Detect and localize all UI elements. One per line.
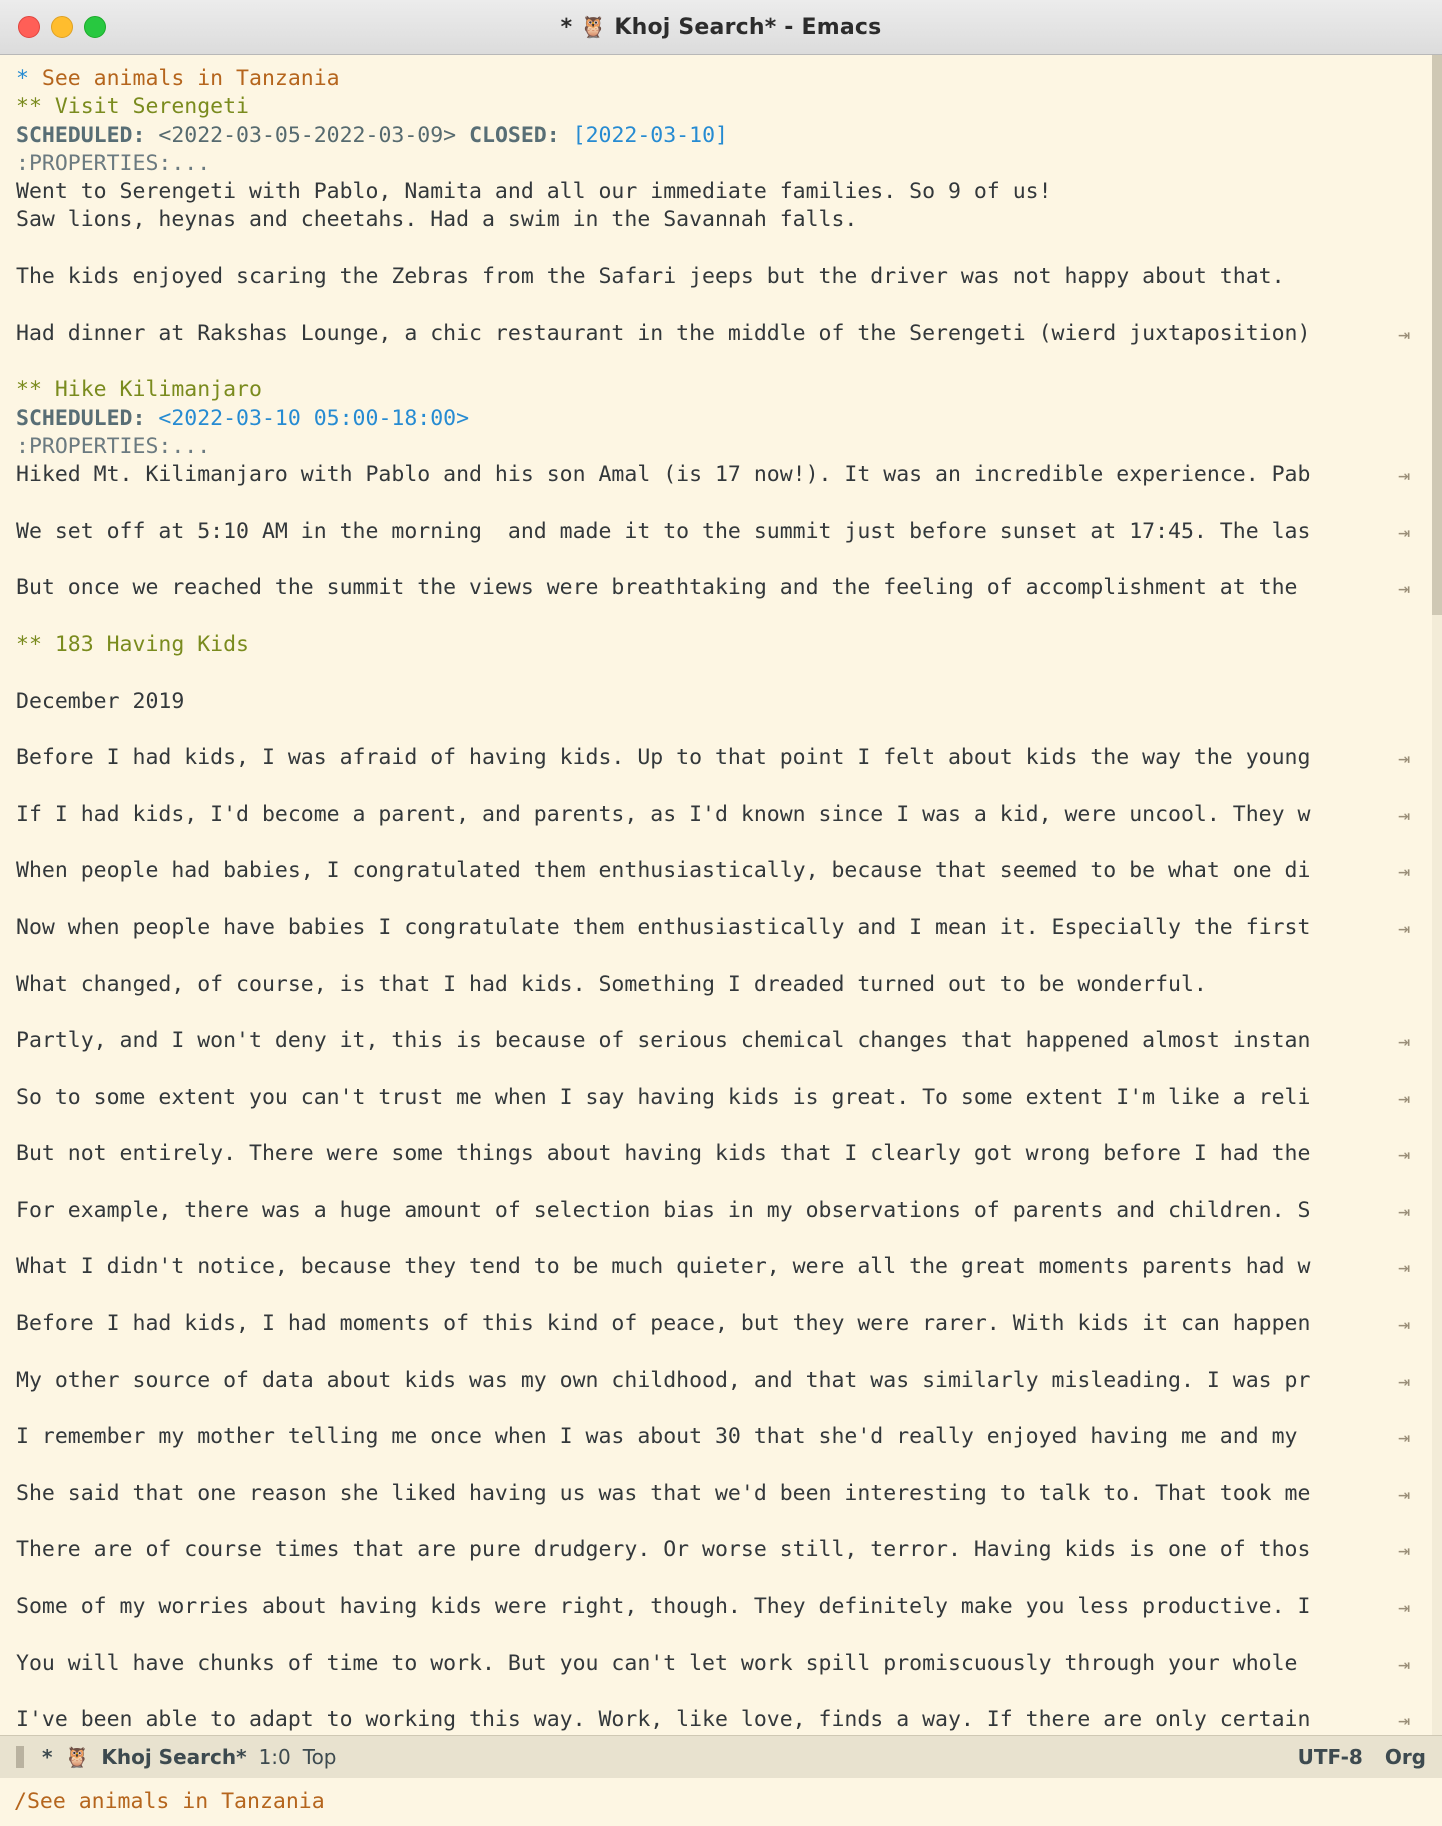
buffer-text-line bbox=[16, 1593, 1412, 1621]
maximize-window-button[interactable] bbox=[84, 16, 106, 38]
buffer-text-line bbox=[16, 971, 1412, 999]
mode-line-position: 1:0 bbox=[258, 1744, 291, 1769]
buffer-text-line bbox=[16, 206, 1412, 234]
org-heading-level1[interactable] bbox=[16, 65, 1412, 93]
line-text: So to some extent you can't trust me when I say having kids is great. To some extent I'm like a reli bbox=[16, 1084, 1311, 1110]
blank-line bbox=[16, 235, 1412, 263]
line-text: I remember my mother telling me once when I was about 30 that she'd really enjoyed having me and my bbox=[16, 1424, 1311, 1450]
line-truncation-icon: ⇥ bbox=[1397, 321, 1410, 346]
org-properties-drawer[interactable] bbox=[16, 150, 1412, 178]
line-text: Had dinner at Rakshas Lounge, a chic restaurant in the middle of the Serengeti (wierd juxtaposition) bbox=[16, 320, 1311, 346]
blank-line bbox=[16, 772, 1412, 800]
buffer-text-line bbox=[16, 1084, 1412, 1112]
line-text: What I didn't notice, because they tend to be much quieter, were all the great moments parents had w bbox=[16, 1254, 1311, 1280]
buffer-lines bbox=[0, 65, 1442, 1735]
blank-line bbox=[16, 1169, 1412, 1197]
line-text: You will have chunks of time to work. But you can't let work spill promiscuously through your whole bbox=[16, 1650, 1311, 1676]
line-truncation-icon: ⇥ bbox=[1397, 463, 1410, 488]
line-text: For example, there was a huge amount of selection bias in my observations of parents and children. S bbox=[16, 1197, 1311, 1223]
line-truncation-icon: ⇥ bbox=[1397, 1368, 1410, 1393]
line-truncation-icon: ⇥ bbox=[1397, 746, 1410, 771]
blank-line bbox=[16, 1508, 1412, 1536]
buffer-text-line bbox=[16, 688, 1412, 716]
line-text: My other source of data about kids was my own childhood, and that was similarly misleading. I was pr bbox=[16, 1367, 1311, 1393]
khoj-logo-icon: 🦉 bbox=[64, 1744, 90, 1769]
buffer-text-line bbox=[16, 320, 1412, 348]
blank-line bbox=[16, 1055, 1412, 1083]
line-truncation-icon: ⇥ bbox=[1397, 519, 1410, 544]
line-truncation-icon: ⇥ bbox=[1397, 1651, 1410, 1676]
properties-text: :PROPERTIES:... bbox=[16, 433, 211, 459]
line-text: There are of course times that are pure drudgery. Or worse still, terror. Having kids is one of thos bbox=[16, 1537, 1311, 1563]
blank-line bbox=[16, 1338, 1412, 1366]
line-truncation-icon: ⇥ bbox=[1397, 576, 1410, 601]
buffer-text-line bbox=[16, 914, 1412, 942]
scrollbar-thumb[interactable] bbox=[1432, 55, 1442, 615]
line-truncation-icon: ⇥ bbox=[1397, 859, 1410, 884]
blank-line bbox=[16, 1225, 1412, 1253]
scheduled-date-link[interactable]: <2022-03-10 05:00-18:00> bbox=[158, 405, 470, 431]
buffer-text-line bbox=[16, 1423, 1412, 1451]
line-text: If I had kids, I'd become a parent, and parents, as I'd known since I was a kid, were uncool. They w bbox=[16, 801, 1311, 827]
minimize-window-button[interactable] bbox=[51, 16, 73, 38]
line-text: Hiked Mt. Kilimanjaro with Pablo and his son Amal (is 17 now!). It was an incredible experience. Pab bbox=[16, 462, 1311, 488]
line-text: She said that one reason she liked having us was that we'd been interesting to talk to. That took me bbox=[16, 1480, 1311, 1506]
closed-keyword: CLOSED: bbox=[469, 122, 573, 148]
line-text: But not entirely. There were some things about having kids that I clearly got wrong before I had the bbox=[16, 1141, 1311, 1167]
buffer-text-line bbox=[16, 461, 1412, 489]
blank-line bbox=[16, 999, 1412, 1027]
line-text: The kids enjoyed scaring the Zebras from the Safari jeeps but the driver was not happy about that. bbox=[16, 264, 1285, 290]
line-text: Saw lions, heynas and cheetahs. Had a swim in the Savannah falls. bbox=[16, 207, 858, 233]
mode-line-right bbox=[1298, 1745, 1426, 1769]
mode-line-left bbox=[16, 1745, 337, 1769]
heading-text: ** 183 Having Kids bbox=[16, 631, 249, 657]
buffer-text-line bbox=[16, 1140, 1412, 1168]
blank-line bbox=[16, 489, 1412, 517]
title-bar bbox=[0, 0, 1442, 55]
line-truncation-icon: ⇥ bbox=[1397, 1142, 1410, 1167]
blank-line bbox=[16, 546, 1412, 574]
window-title-text: Khoj Search* - Emacs bbox=[614, 14, 882, 40]
closed-date-link[interactable]: [2022-03-10] bbox=[572, 122, 728, 148]
blank-line bbox=[16, 348, 1412, 376]
line-truncation-icon: ⇥ bbox=[1397, 1425, 1410, 1450]
left-fringe bbox=[0, 55, 7, 1735]
line-truncation-icon: ⇥ bbox=[1397, 915, 1410, 940]
properties-text: :PROPERTIES:... bbox=[16, 150, 211, 176]
khoj-logo-icon: 🦉 bbox=[580, 14, 607, 39]
mode-line-coding-system[interactable]: UTF-8 bbox=[1297, 1744, 1363, 1769]
org-heading-level2[interactable] bbox=[16, 376, 1412, 404]
buffer-area[interactable] bbox=[0, 55, 1442, 1735]
mode-line-scroll-state: Top bbox=[302, 1744, 337, 1769]
line-truncation-icon: ⇥ bbox=[1397, 1085, 1410, 1110]
scrollbar-track[interactable] bbox=[1432, 55, 1442, 1735]
line-text: Partly, and I won't deny it, this is because of serious chemical changes that happened almost instan bbox=[16, 1028, 1311, 1054]
heading-text: ** Visit Serengeti bbox=[16, 94, 249, 120]
org-heading-level2[interactable] bbox=[16, 93, 1412, 121]
org-heading-level2[interactable] bbox=[16, 631, 1412, 659]
line-text: December 2019 bbox=[16, 688, 185, 714]
blank-line bbox=[16, 886, 1412, 914]
blank-line bbox=[16, 1565, 1412, 1593]
blank-line bbox=[16, 659, 1412, 687]
minibuffer-echo-area[interactable] bbox=[0, 1778, 1442, 1826]
blank-line bbox=[16, 603, 1412, 631]
line-truncation-icon: ⇥ bbox=[1397, 1198, 1410, 1223]
line-text: Before I had kids, I was afraid of having kids. Up to that point I felt about kids the way the young bbox=[16, 745, 1311, 771]
window-title-prefix: * bbox=[560, 14, 581, 40]
buffer-text-line bbox=[16, 857, 1412, 885]
line-text: We set off at 5:10 AM in the morning and made it to the summit just before sunset at 17:45. The las bbox=[16, 518, 1311, 544]
line-truncation-icon: ⇥ bbox=[1397, 1255, 1410, 1280]
buffer-text-line bbox=[16, 1027, 1412, 1055]
line-text: I've been able to adapt to working this way. Work, like love, finds a way. If there are only certain bbox=[16, 1707, 1311, 1733]
org-scheduled-line bbox=[16, 405, 1412, 433]
blank-line bbox=[16, 942, 1412, 970]
buffer-text-line bbox=[16, 801, 1412, 829]
line-truncation-icon: ⇥ bbox=[1397, 1029, 1410, 1054]
mode-line-indicator bbox=[16, 1746, 24, 1768]
line-text: Now when people have babies I congratulate them enthusiastically and I mean it. Especially the first bbox=[16, 914, 1311, 940]
line-text: Before I had kids, I had moments of this kind of peace, but they were rarer. With kids it can happen bbox=[16, 1311, 1311, 1337]
mode-line[interactable] bbox=[0, 1735, 1442, 1778]
mode-line-major-mode[interactable]: Org bbox=[1384, 1744, 1426, 1769]
buffer-text-line bbox=[16, 178, 1412, 206]
org-scheduled-line bbox=[16, 122, 1412, 150]
blank-line bbox=[16, 1395, 1412, 1423]
buffer-text-line bbox=[16, 518, 1412, 546]
buffer-text-line bbox=[16, 1650, 1412, 1678]
buffer-text-line bbox=[16, 1367, 1412, 1395]
org-properties-drawer[interactable] bbox=[16, 433, 1412, 461]
buffer-text-line bbox=[16, 1480, 1412, 1508]
heading-text: ** Hike Kilimanjaro bbox=[16, 377, 262, 403]
blank-line bbox=[16, 1678, 1412, 1706]
scheduled-value: <2022-03-05-2022-03-09> bbox=[145, 122, 470, 148]
minibuffer-text: /See animals in Tanzania bbox=[14, 1789, 325, 1815]
blank-line bbox=[16, 1112, 1412, 1140]
scheduled-keyword: SCHEDULED: bbox=[16, 122, 146, 148]
line-truncation-icon: ⇥ bbox=[1397, 802, 1410, 827]
buffer-text-line bbox=[16, 744, 1412, 772]
buffer-text-line bbox=[16, 263, 1412, 291]
scheduled-keyword: SCHEDULED: bbox=[16, 405, 159, 431]
buffer-text-line bbox=[16, 1253, 1412, 1281]
blank-line bbox=[16, 716, 1412, 744]
line-truncation-icon: ⇥ bbox=[1397, 1312, 1410, 1337]
window-title bbox=[0, 15, 1442, 40]
line-truncation-icon: ⇥ bbox=[1397, 1595, 1410, 1620]
line-text: Went to Serengeti with Pablo, Namita and all our immediate families. So 9 of us! bbox=[16, 179, 1052, 205]
line-truncation-icon: ⇥ bbox=[1397, 1538, 1410, 1563]
line-truncation-icon: ⇥ bbox=[1397, 1481, 1410, 1506]
blank-line bbox=[16, 1621, 1412, 1649]
mode-line-buffer-name[interactable]: Khoj Search* bbox=[101, 1744, 247, 1769]
line-text: But once we reached the summit the views were breathtaking and the feeling of accomplishment at the bbox=[16, 575, 1311, 601]
line-text: What changed, of course, is that I had kids. Something I dreaded turned out to be wonderful. bbox=[16, 971, 1207, 997]
buffer-text-line bbox=[16, 1536, 1412, 1564]
blank-line bbox=[16, 291, 1412, 319]
blank-line bbox=[16, 1452, 1412, 1480]
blank-line bbox=[16, 1282, 1412, 1310]
buffer-text-line bbox=[16, 1197, 1412, 1225]
buffer-text-line bbox=[16, 1310, 1412, 1338]
buffer-text-line bbox=[16, 1706, 1412, 1734]
close-window-button[interactable] bbox=[18, 16, 40, 38]
buffer-text-line bbox=[16, 574, 1412, 602]
blank-line bbox=[16, 829, 1412, 857]
line-text: Some of my worries about having kids were right, though. They definitely make you less productive. I bbox=[16, 1594, 1311, 1620]
heading-text: See animals in Tanzania bbox=[28, 66, 340, 91]
window-controls bbox=[0, 16, 106, 38]
heading-bullet-icon: * bbox=[16, 66, 29, 91]
line-truncation-icon: ⇥ bbox=[1397, 1708, 1410, 1733]
line-text: When people had babies, I congratulated them enthusiastically, because that seemed to be what one di bbox=[16, 858, 1311, 884]
mode-line-buffer-prefix: * bbox=[42, 1744, 53, 1769]
